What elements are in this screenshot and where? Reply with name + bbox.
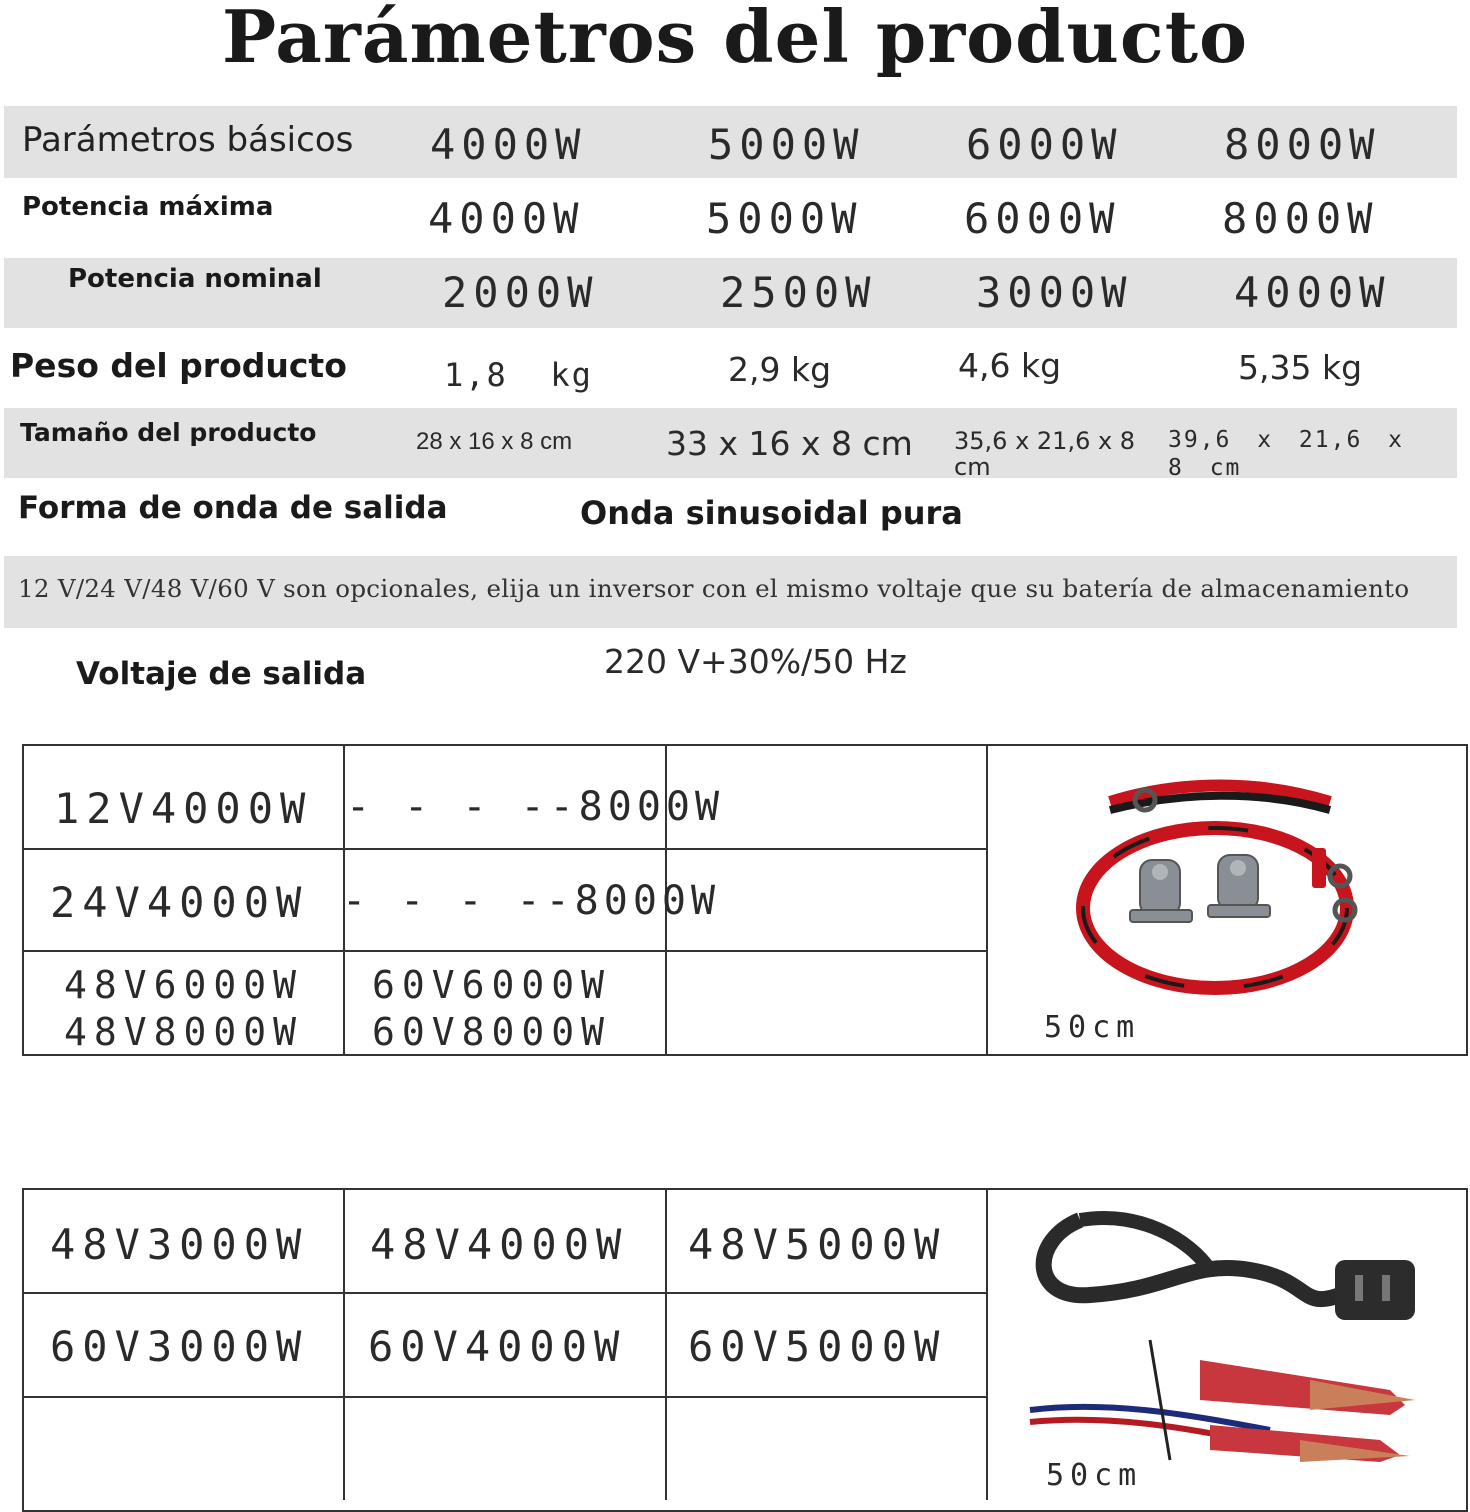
weight-3: 4,6 kg	[958, 346, 1062, 385]
table1-cell-60v-6000: 60V6000W	[372, 963, 612, 1007]
table2-col-divider-1	[343, 1188, 345, 1500]
table2-col-divider-3	[986, 1188, 988, 1500]
header-power-4: 8000W	[1224, 120, 1381, 169]
table1-accessory-caption: 50cm	[1044, 1010, 1141, 1045]
rated-power-3: 3000W	[976, 268, 1133, 317]
header-power-3: 6000W	[966, 120, 1123, 169]
table1-col-divider-3	[986, 744, 988, 1054]
table2-cell-48v-5000: 48V5000W	[688, 1220, 947, 1269]
size-1: 28 x 16 x 8 cm	[416, 428, 573, 455]
table1-cell-24v: 24V4000W	[50, 878, 309, 927]
table1-cell-12v: 12V4000W	[54, 784, 313, 833]
label-max-power: Potencia máxima	[22, 192, 274, 222]
size-4: 39,6 x 21,6 x 8 cm	[1168, 427, 1405, 481]
size-2: 33 x 16 x 8 cm	[666, 424, 913, 463]
table1-cell-60v-8000: 60V8000W	[372, 1010, 612, 1054]
label-output-voltage: Voltaje de salida	[76, 656, 367, 692]
table2-col-divider-2	[665, 1188, 667, 1500]
max-power-2: 5000W	[706, 194, 863, 243]
table1-row-divider-2	[22, 950, 988, 952]
table2-accessory-caption: 50cm	[1046, 1458, 1143, 1493]
max-power-4: 8000W	[1222, 194, 1379, 243]
header-power-2: 5000W	[708, 120, 865, 169]
rated-power-1: 2000W	[442, 268, 599, 317]
max-power-1: 4000W	[428, 194, 585, 243]
size-3: 35,6 x 21,6 x 8 cm	[954, 427, 1136, 481]
table2-row-divider-2	[22, 1396, 988, 1398]
label-size: Tamaño del producto	[20, 418, 317, 447]
table2-row-divider-1	[22, 1292, 988, 1294]
table2-cell-48v-3000: 48V3000W	[50, 1220, 309, 1269]
table1-row-divider-1	[22, 848, 988, 850]
table2-cell-48v-4000: 48V4000W	[370, 1220, 629, 1269]
label-weight: Peso del producto	[10, 346, 347, 385]
page-title: Parámetros del producto	[222, 0, 1248, 79]
table1-cell-12v-range: - - - --8000W	[346, 784, 725, 830]
table2-cell-60v-3000: 60V3000W	[50, 1322, 309, 1371]
battery-cable-icon	[1000, 760, 1440, 1010]
waveform-value: Onda sinusoidal pura	[580, 494, 963, 532]
table1-cell-48v-8000: 48V8000W	[64, 1010, 304, 1054]
weight-1: 1,8 kg	[444, 356, 593, 394]
table2-cell-60v-5000: 60V5000W	[688, 1322, 947, 1371]
label-basic-params: Parámetros básicos	[22, 120, 354, 160]
table2-cell-60v-4000: 60V4000W	[368, 1322, 627, 1371]
rated-power-2: 2500W	[720, 268, 877, 317]
weight-2: 2,9 kg	[728, 350, 832, 389]
output-voltage-value: 220 V+30%/50 Hz	[604, 642, 907, 681]
table1-cell-48v-6000: 48V6000W	[64, 963, 304, 1007]
max-power-3: 6000W	[964, 194, 1121, 243]
header-power-1: 4000W	[430, 120, 587, 169]
voltage-note: 12 V/24 V/48 V/60 V son opcionales, elija un inversor con el mismo voltaje que su batería de almacenamiento	[18, 574, 1410, 603]
table1-cell-24v-range: - - - --8000W	[342, 878, 721, 924]
label-waveform: Forma de onda de salida	[18, 490, 448, 526]
power-cord-clips-icon	[1010, 1200, 1450, 1490]
weight-4: 5,35 kg	[1238, 348, 1363, 387]
label-rated-power: Potencia nominal	[68, 264, 322, 294]
rated-power-4: 4000W	[1234, 268, 1391, 317]
